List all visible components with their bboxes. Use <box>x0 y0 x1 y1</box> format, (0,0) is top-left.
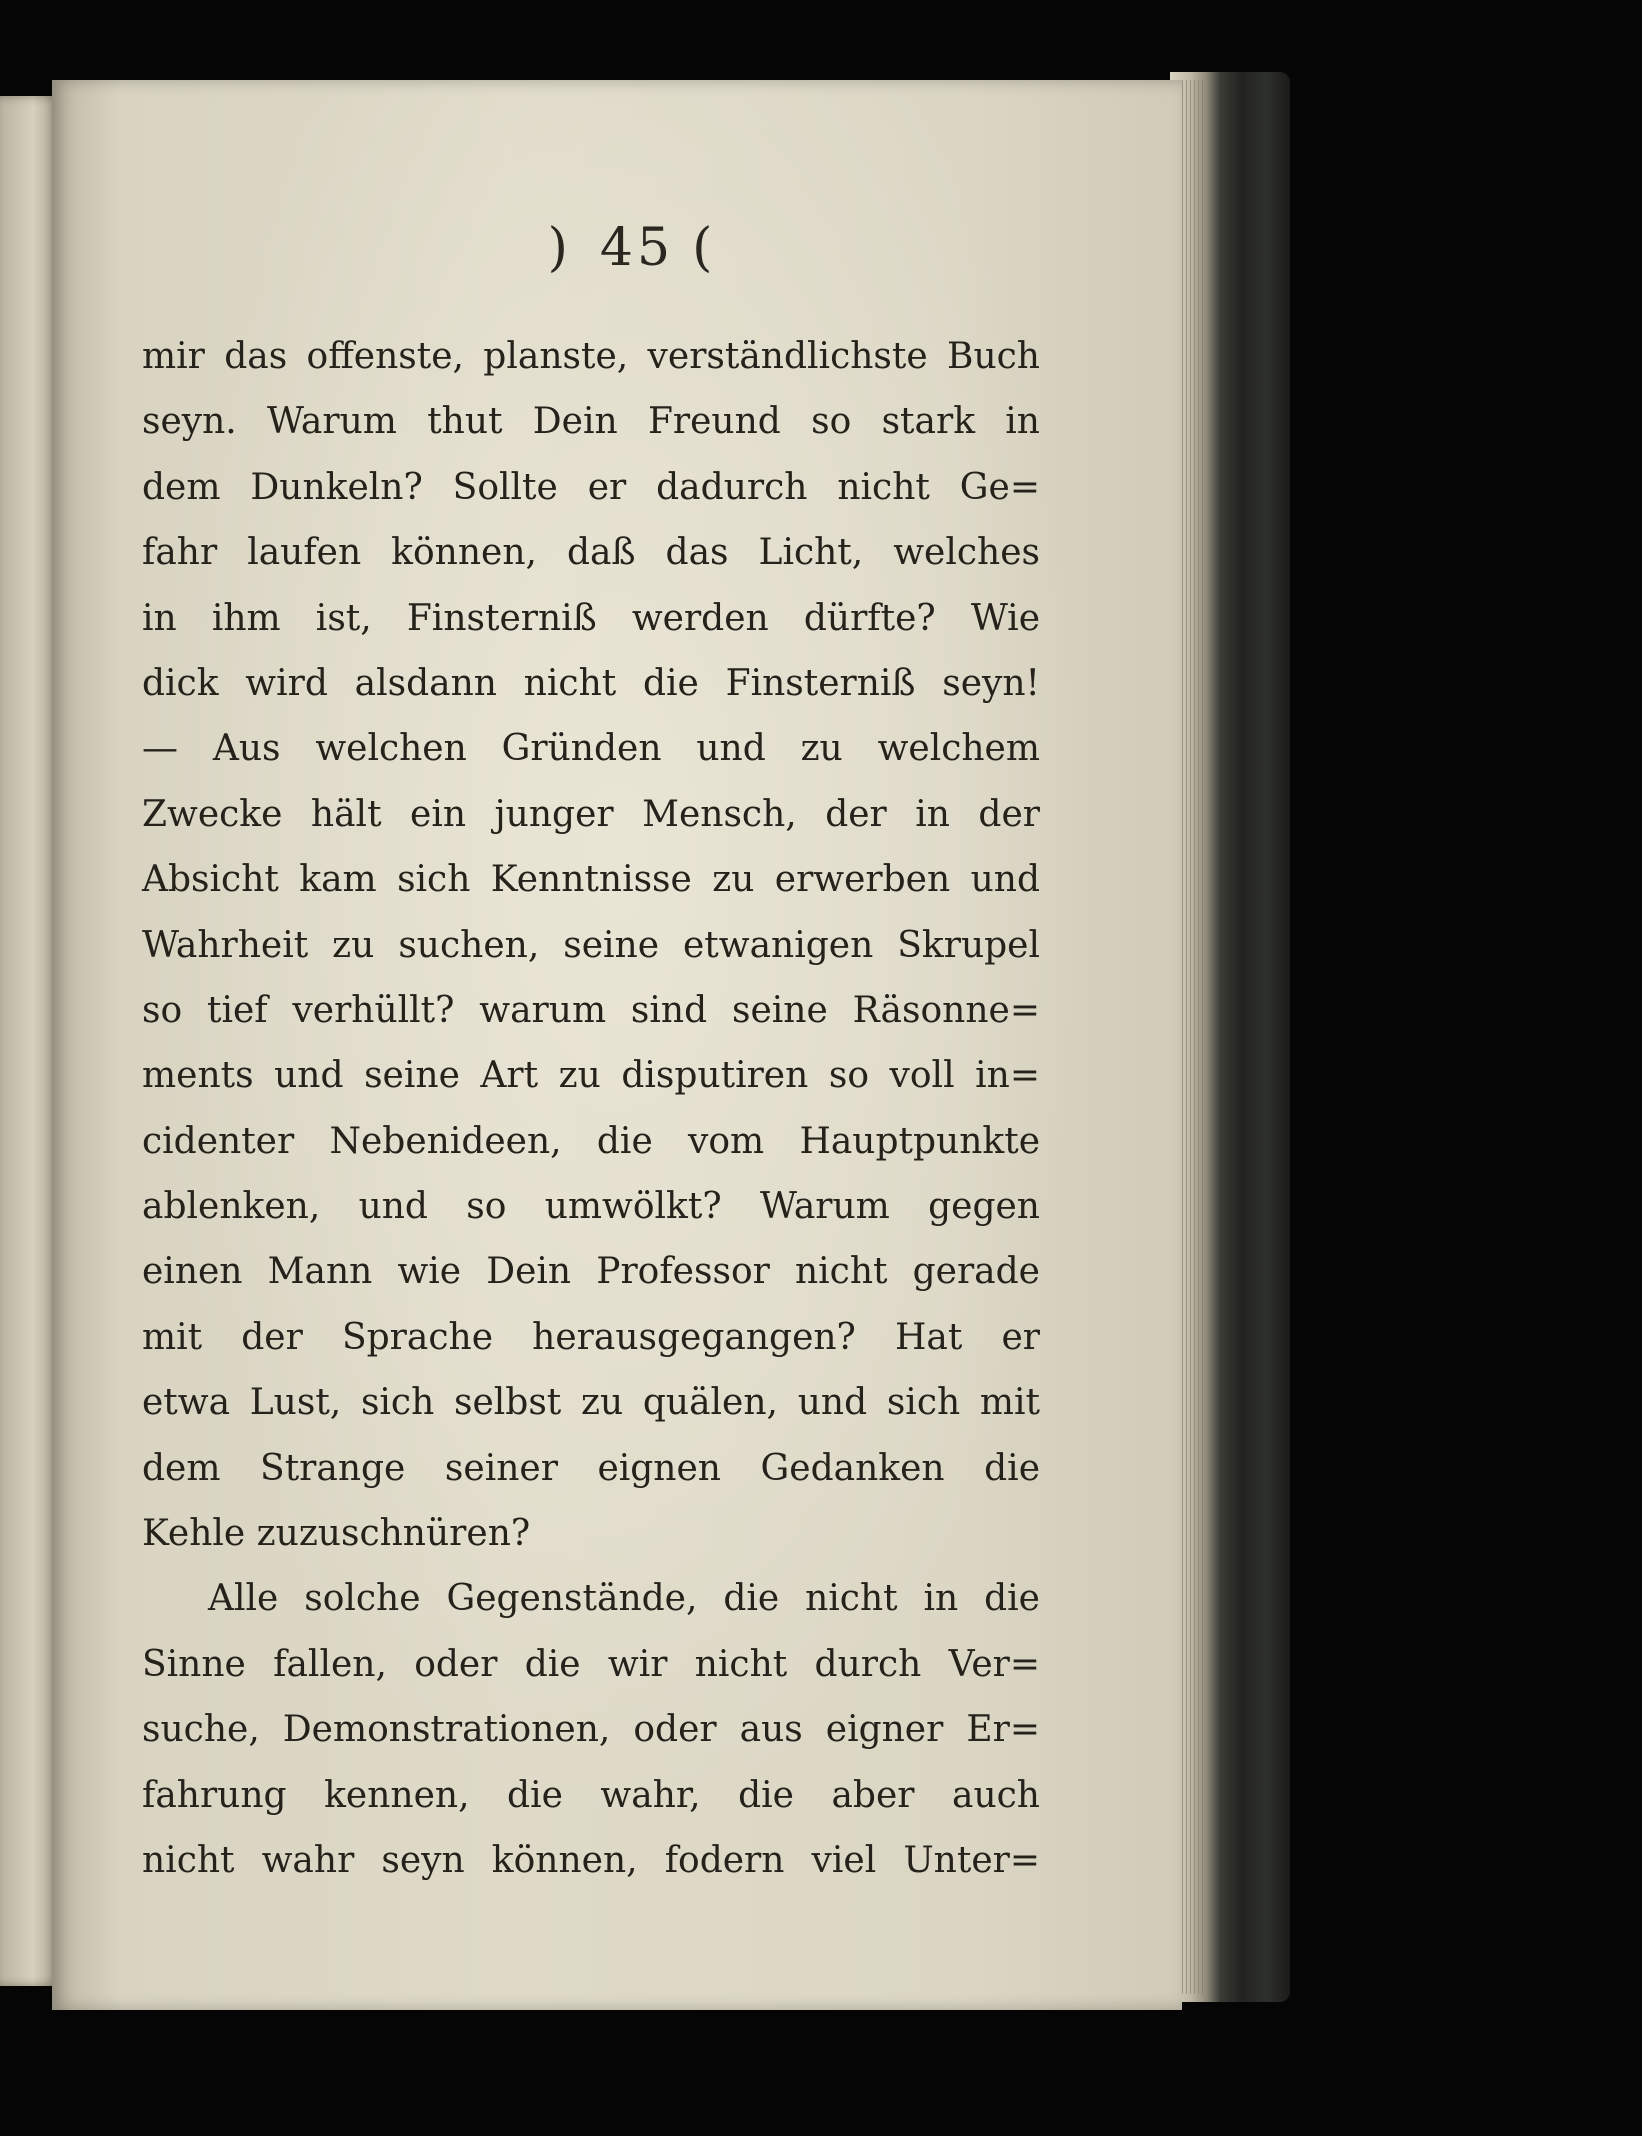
text-line: ments und seine Art zu disputiren so voll in= <box>142 1055 1040 1097</box>
text-line: etwa Lust, sich selbst zu quälen, und sich mit <box>142 1382 1040 1424</box>
text-line: nicht wahr seyn können, fodern viel Unter= <box>142 1839 1040 1881</box>
text-line: dick wird alsdann nicht die Finsterniß seyn! <box>142 662 1040 704</box>
text-line: — Aus welchen Gründen und zu welchem <box>142 728 1040 770</box>
text-line: einen Mann wie Dein Professor nicht gerade <box>142 1251 1040 1293</box>
body-text <box>142 324 1040 1893</box>
text-line: Zwecke hält ein junger Mensch, der in der <box>142 793 1040 835</box>
book-page-edges <box>1170 72 1290 2002</box>
text-line: fahrung kennen, die wahr, die aber auch <box>142 1774 1040 1816</box>
text-line: mit der Sprache herausgegangen? Hat er <box>142 1316 1040 1358</box>
text-line: Wahrheit zu suchen, seine etwanigen Skrupel <box>142 924 1040 966</box>
text-line: dem Strange seiner eignen Gedanken die <box>142 1447 1040 1489</box>
text-line: in ihm ist, Finsterniß werden dürfte? Wie <box>142 597 1040 639</box>
text-line: suche, Demonstrationen, oder aus eigner Er= <box>142 1709 1040 1751</box>
text-line: mir das offenste, planste, verständlichste Buch <box>142 336 1040 377</box>
text-line: so tief verhüllt? warum sind seine Räsonne= <box>142 989 1040 1031</box>
running-head-left-mark: ) <box>547 218 582 278</box>
text-line: Kehle zuzuschnüren? <box>142 1513 531 1555</box>
text-line: cidenter Nebenideen, die vom Hauptpunkte <box>142 1120 1040 1162</box>
page-number: 45 <box>599 218 675 278</box>
book-page <box>52 80 1182 2010</box>
text-line: seyn. Warum thut Dein Freund so stark in <box>142 401 1040 443</box>
running-head-right-mark: ( <box>692 218 727 278</box>
facing-page-edge <box>0 96 60 1986</box>
text-line: dem Dunkeln? Sollte er dadurch nicht Ge= <box>142 466 1040 508</box>
text-line: fahr laufen können, daß das Licht, welches <box>142 532 1040 574</box>
text-line: Sinne fallen, oder die wir nicht durch Ver= <box>142 1643 1040 1685</box>
running-head <box>52 218 1182 278</box>
text-line: ablenken, und so umwölkt? Warum gegen <box>142 1186 1040 1228</box>
text-line: Absicht kam sich Kenntnisse zu erwerben und <box>142 859 1040 901</box>
text-line: Alle solche Gegenstände, die nicht in die <box>208 1578 1040 1620</box>
